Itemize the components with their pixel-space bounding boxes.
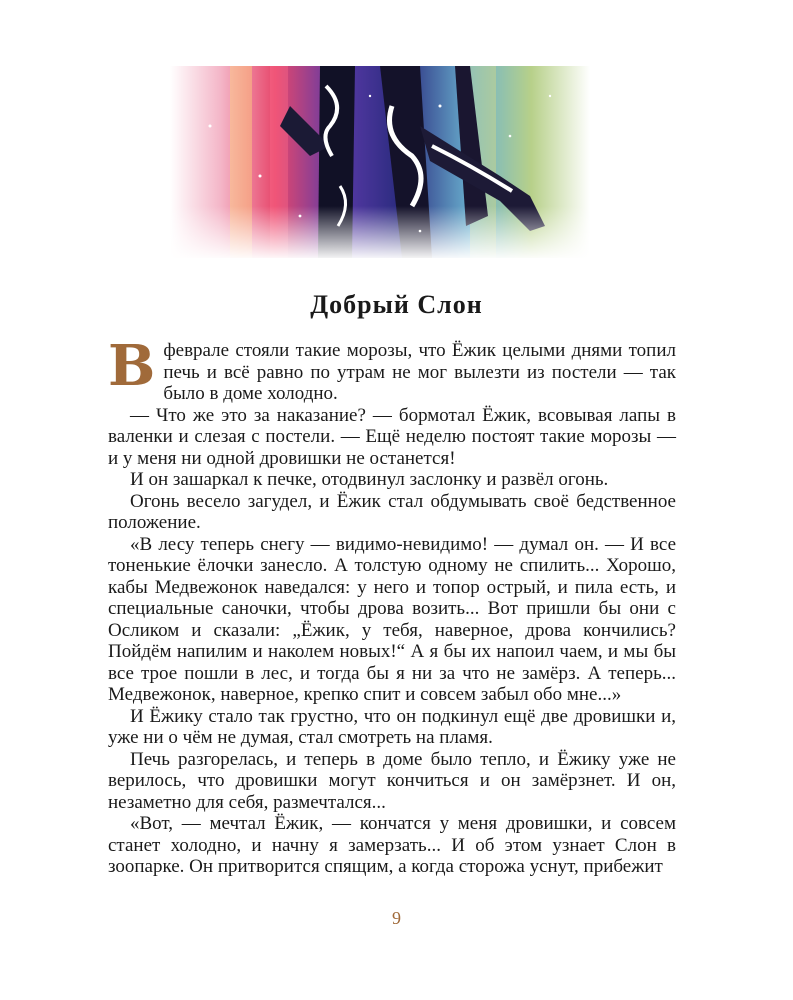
first-paragraph (108, 333, 676, 405)
page-title: Добрый Слон (310, 290, 483, 319)
winter-forest-illustration (170, 66, 590, 258)
first-paragraph-text: феврале стояли такие морозы, что Ёжик целыми днями топил печь и всё равно по утрам не мог вылезти из постели — так было в доме холодно. (163, 340, 676, 404)
page-number: 9 (392, 908, 401, 928)
paragraph: И он зашаркал к печке, отодвинул заслонку и развёл огонь. (130, 469, 609, 490)
paragraph: Огонь весело загудел, и Ёжик стал обдумывать своё бедственное положение. (108, 490, 676, 533)
drop-cap: В (108, 333, 156, 399)
story-text (108, 333, 676, 878)
paragraph: «В лесу теперь снегу — видимо-невидимо! — думал он. — И все тоненькие ёлочки занесло. А толстую одному не спилить... Хорошо, кабы Медвежонок наведался: у него и топор острый, и пила есть, и специальные саночки, чтобы дрова возить... Вот пришли бы они с Осликом и сказали: „Ёжик, у тебя, наверное, дрова кончились? Пойдём напилим и наколем новых!“ А я бы их напоил чаем, и мы бы все трое пошли в лес, и тогда бы я ни за что не замёрз. А теперь... Медвежонок, наверное, крепко спит и совсем забыл обо мне...» (108, 533, 676, 705)
paragraph: — Что же это за наказание? — бормотал Ёжик, всовывая лапы в валенки и слезая с постели. — Ещё неделю постоят такие морозы — и у меня ни одной дровишки не останется! (108, 404, 676, 469)
paragraph: И Ёжику стало так грустно, что он подкинул ещё две дровишки и, уже ни о чём не думая, стал смотреть на пламя. (108, 705, 676, 748)
paragraph: Печь разгорелась, и теперь в доме было тепло, и Ёжику уже не верилось, что дровишки могут кончиться и он замёрзнет. И он, незаметно для себя, размечтался... (108, 748, 676, 813)
paragraph: «Вот, — мечтал Ёжик, — кончатся у меня дровишки, и совсем станет холодно, и начну я замерзать... И об этом узнает Слон в зоопарке. Он притворится спящим, а когда сторожа уснут, прибежит (108, 813, 676, 877)
